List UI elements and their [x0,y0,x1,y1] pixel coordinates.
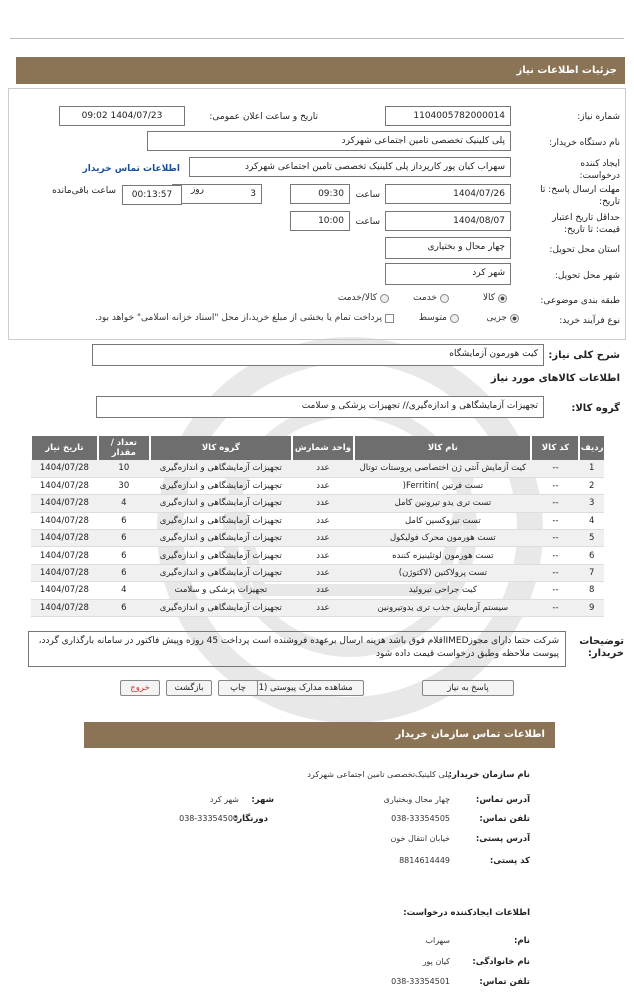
cell-date: 1404/07/28 [31,460,98,477]
reply-button[interactable]: پاسخ به نیاز [422,680,514,696]
cell-name: تست تری یدو تیرونین کامل [354,495,531,512]
col-date: تاریخ نیاز [31,436,98,460]
summary-field: کیت هورمون آزمایشگاه [92,344,544,366]
cell-qty: 6 [98,530,150,547]
creator-phone-value: 038-33354501 [391,977,450,986]
cell-code: -- [531,512,579,529]
validity-time-field: 10:00 [290,211,350,231]
fax-value: 038-33354500 [179,814,238,823]
cell-qty: 6 [98,599,150,616]
table-row [31,460,604,477]
cell-name: سیستم آزمایش جذب تری یدوتیرونین [354,599,531,616]
attachments-button[interactable]: مشاهده مدارک پیوستی (1 [244,680,364,696]
lname-label: نام خانوادگی: [472,957,530,967]
cell-row: 5 [579,530,604,547]
deadline-time-label: ساعت [355,190,380,200]
cell-group: تجهیزات آزمایشگاهی و اندازه‌گیری [150,547,292,564]
cell-unit: عدد [292,477,355,494]
org-label: نام سازمان خریدار: [448,770,530,780]
table-row [31,599,604,616]
cell-unit: عدد [292,512,355,529]
cell-date: 1404/07/28 [31,547,98,564]
summary-label: شرح کلی نیاز: [548,350,620,361]
process-medium-option[interactable] [419,313,459,323]
buyer-org-field: پلی کلینیک تخصصی تامین اجتماعی شهرکرد [147,131,511,151]
cell-date: 1404/07/28 [31,582,98,599]
cell-code: -- [531,564,579,581]
table-row [31,582,604,599]
buyer-contact-link[interactable]: اطلاعات تماس خریدار [82,164,180,174]
cell-date: 1404/07/28 [31,495,98,512]
deadline-date-field: 1404/07/26 [385,184,511,204]
table-row [31,512,604,529]
process-partial-option[interactable] [486,313,519,323]
cell-group: تجهیزات آزمایشگاهی و اندازه‌گیری [150,599,292,616]
page-title: جزئیات اطلاعات نیاز [16,57,625,84]
postal-address-value: خیابان انتقال خون [390,834,450,843]
cell-row: 2 [579,477,604,494]
group-field: تجهیزات آزمایشگاهی و اندازه‌گیری// تجهیزات پزشکی و سلامت [96,396,544,418]
category-service-option[interactable] [413,293,449,303]
cell-row: 3 [579,495,604,512]
cell-group: تجهیزات پزشکی و سلامت [150,582,292,599]
cell-qty: 6 [98,547,150,564]
buyer-notes-label: توضیحات خریدار: [579,636,624,659]
cell-date: 1404/07/28 [31,530,98,547]
col-row: ردیف [579,436,604,460]
category-label: طبقه بندی موضوعی: [540,296,620,306]
cell-unit: عدد [292,547,355,564]
cell-code: -- [531,495,579,512]
cell-row: 1 [579,460,604,477]
announce-label: تاریخ و ساعت اعلان عمومی: [209,112,318,122]
table-row [31,477,604,494]
cell-code: -- [531,530,579,547]
remaining-time-field: 00:13:57 [122,185,182,205]
print-button[interactable]: چاپ [218,680,258,696]
category-both-option[interactable] [338,293,389,303]
buyer-notes-field: شرکت حتما دارای مجوزIMEDاقلام فوق باشد هزینه ارسال برعهده فروشنده است پرداخت 45 روزه وپیش فاکتور در سامانه بارگذاری گردد، پیوست ملاحظه وطبق درخواست قیمت داده شود [28,631,566,667]
cell-name: تست تیروکسین کامل [354,512,531,529]
back-button[interactable]: بازگشت [166,680,212,696]
cell-qty: 6 [98,512,150,529]
validity-date-field: 1404/08/07 [385,211,511,231]
goods-info-title: اطلاعات کالاهای مورد نیاز [490,373,620,384]
cell-code: -- [531,547,579,564]
days-label: روز [190,185,204,195]
postal-code-value: 8814614449 [399,856,450,865]
process-partial-text: جزیی [486,313,507,323]
exit-button[interactable]: خروج [120,680,160,696]
category-both-text: کالا/خدمت [337,293,377,303]
validity-time-label: ساعت [355,217,380,227]
phone-label: تلفن تماس: [479,814,530,824]
org-value: پلی کلینیک‌تخصصی تامین اجتماعی شهرکرد [307,770,450,779]
radio-icon [440,294,449,303]
phone-value: 038-33354505 [391,814,450,823]
deadline-label: مهلت ارسال پاسخ: تا تاریخ: [540,185,620,207]
col-unit: واحد شمارش [292,436,355,460]
category-goods-option[interactable] [483,293,507,303]
cell-unit: عدد [292,495,355,512]
process-medium-text: متوسط [418,313,447,323]
need-number-field: 1104005782000014 [385,106,511,126]
province-field: چهار محال و بختیاری [385,237,511,259]
cell-qty: 4 [98,582,150,599]
city-contact-label: شهر: [251,795,274,805]
cell-date: 1404/07/28 [31,599,98,616]
items-table-wrap [30,436,604,617]
city-contact-value: شهر کرد [209,795,239,804]
cell-group: تجهیزات آزمایشگاهی و اندازه‌گیری [150,512,292,529]
col-name: نام کالا [354,436,531,460]
creator-field: سهراب کیان پور کارپرداز پلی کلینیک تخصصی تامین اجتماعی شهرکرد [189,157,511,177]
cell-name: تست فرتین )Ferritin( [354,477,531,494]
need-number-label: شماره نیاز: [577,112,620,122]
radio-icon [450,314,459,323]
cell-date: 1404/07/28 [31,477,98,494]
radio-selected-icon [498,294,507,303]
cell-row: 6 [579,547,604,564]
fname-label: نام: [513,936,530,946]
creator-phone-label: تلفن تماس: [479,977,530,987]
cell-unit: عدد [292,599,355,616]
city-field: شهر کرد [385,263,511,285]
radio-icon [380,294,389,303]
cell-name: تست هورمون لوتئینیزه کننده [354,547,531,564]
col-group: گروه کالا [150,436,292,460]
process-label: نوع فرآیند خرید: [559,316,620,326]
cell-date: 1404/07/28 [31,564,98,581]
col-qty: تعداد / مقدار [98,436,150,460]
announce-field: 1404/07/23 09:02 [59,106,185,126]
city-label: شهر محل تحویل: [554,271,620,281]
remaining-label: ساعت باقی‌مانده [52,186,116,196]
group-label: گروه کالا: [571,403,620,414]
category-goods-text: کالا [482,293,495,303]
table-row [31,547,604,564]
table-row [31,495,604,512]
radio-selected-icon [510,314,519,323]
col-code: کد کالا [531,436,579,460]
days-field: 3 [172,184,262,204]
cell-group: تجهیزات آزمایشگاهی و اندازه‌گیری [150,477,292,494]
postal-code-label: کد پستی: [489,856,530,866]
cell-qty: 4 [98,495,150,512]
cell-group: تجهیزات آزمایشگاهی و اندازه‌گیری [150,495,292,512]
cell-unit: عدد [292,564,355,581]
fax-label: دورنگار: [233,814,268,824]
category-service-text: خدمت [413,293,437,303]
cell-name: تست پرولاکتین (لاکتوژن) [354,564,531,581]
cell-qty: 6 [98,564,150,581]
creator-label: ایجاد کننده درخواست: [579,159,620,181]
cell-code: -- [531,460,579,477]
cell-code: -- [531,599,579,616]
cell-code: -- [531,477,579,494]
validity-label: حداقل تاریخ اعتبار قیمت: تا تاریخ: [552,213,620,235]
creator-info-title: اطلاعات ایجادکننده درخواست: [403,908,530,918]
cell-row: 8 [579,582,604,599]
province-label: استان محل تحویل: [549,245,620,255]
cell-group: تجهیزات آزمایشگاهی و اندازه‌گیری [150,530,292,547]
payment-option[interactable] [95,313,394,323]
cell-unit: عدد [292,530,355,547]
cell-unit: عدد [292,582,355,599]
cell-name: کیت آزمایش آنتی ژن اختصاصی پروستات توتال [354,460,531,477]
contact-title: اطلاعات تماس سازمان خریدار [84,722,555,748]
fname-value: سهراب [425,936,450,945]
address-label: آدرس تماس: [475,795,530,805]
payment-note-text: پرداخت تمام یا بخشی از مبلغ خرید،از محل "اسناد خزانه اسلامی" خواهد بود. [94,313,382,323]
cell-date: 1404/07/28 [31,512,98,529]
checkbox-icon [385,314,394,323]
items-table [30,436,604,617]
cell-group: تجهیزات آزمایشگاهی و اندازه‌گیری [150,460,292,477]
table-row [31,564,604,581]
cell-name: تست هورمون محرک فولیکول [354,530,531,547]
cell-qty: 10 [98,460,150,477]
table-row [31,530,604,547]
cell-row: 4 [579,512,604,529]
deadline-time-field: 09:30 [290,184,350,204]
cell-name: کیت جراحی تیروئید [354,582,531,599]
buyer-org-label: نام دستگاه خریدار: [549,138,620,148]
postal-address-label: آدرس پستی: [475,834,530,844]
lname-value: کیان پور [422,957,450,966]
cell-row: 9 [579,599,604,616]
cell-unit: عدد [292,460,355,477]
cell-row: 7 [579,564,604,581]
top-divider [10,38,624,39]
address-value: چهار محال وبختیاری [383,795,450,804]
cell-qty: 30 [98,477,150,494]
cell-group: تجهیزات آزمایشگاهی و اندازه‌گیری [150,564,292,581]
cell-code: -- [531,582,579,599]
